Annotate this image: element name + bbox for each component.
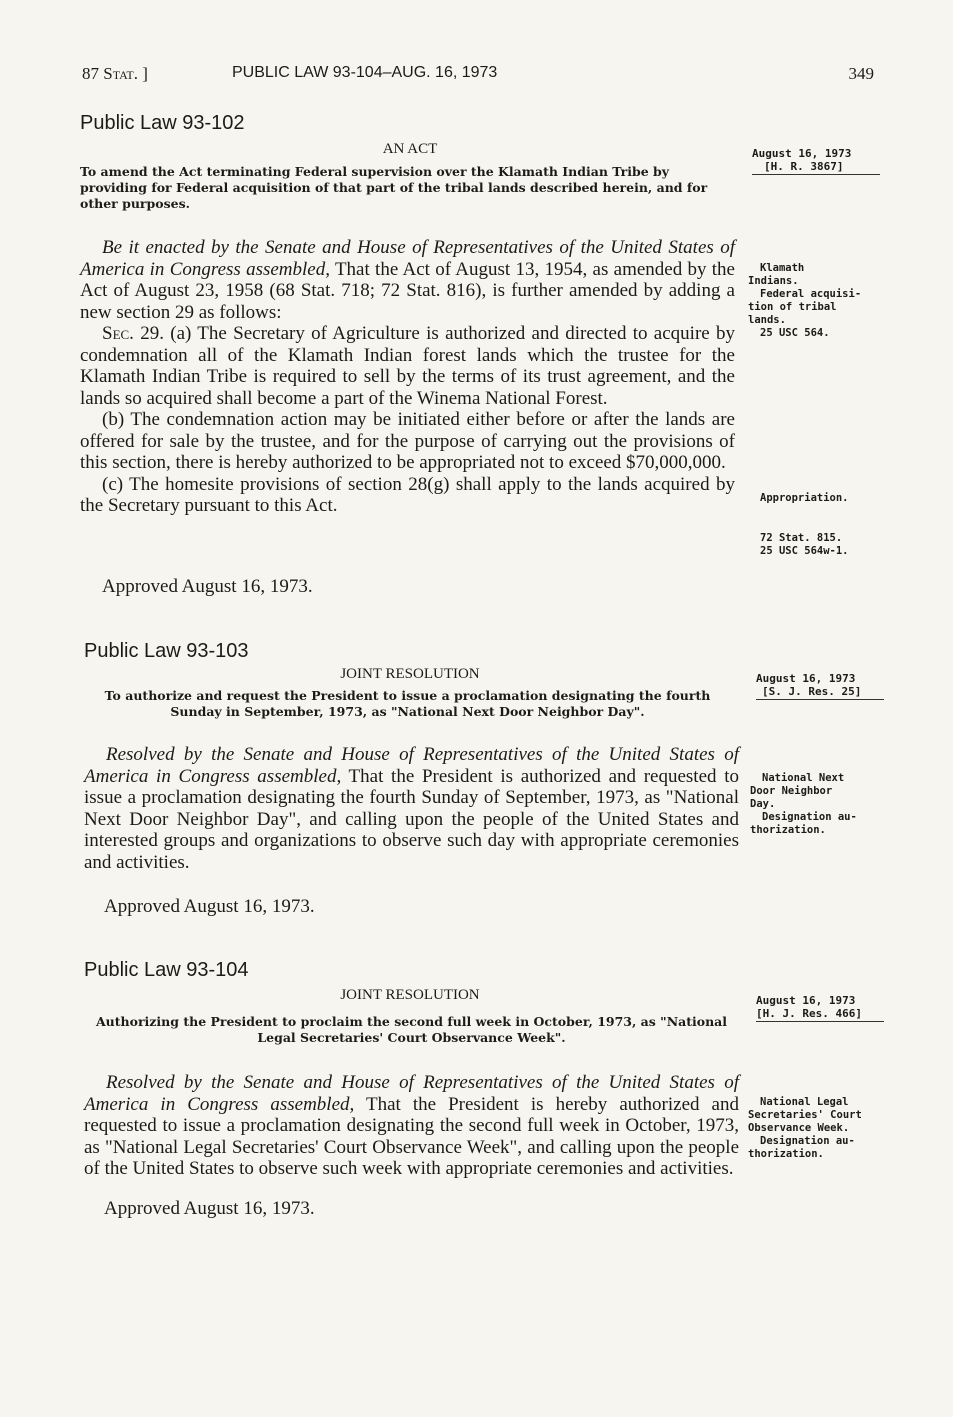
section-29-b: (b) The condemnation action may be initiated either before or after the lands are offered for sale by the trustee, and for the purpose of carrying out the provisions of this section, there is hereby authorized to be appropriated not to exceed $70,000,000. [80, 409, 735, 473]
approval-date-93-104: Approved August 16, 1973. [104, 1198, 315, 1219]
section-29-a: Sec. 29. (a) The Secretary of Agriculture is authorized and directed to acquire by condemnation all of the Klamath Indian forest lands which the trustee for the Klamath Indian Tribe is required to sell by the terms of its trust agreement, and the lands so acquired shall become a part of the Winema National Forest. [80, 323, 736, 409]
joint-resolution-heading: JOINT RESOLUTION [340, 666, 480, 682]
margin-note-stat-ref: 72 Stat. 815. 25 USC 564w-1. [760, 532, 849, 557]
margin-note-legal-secretaries: National Legal Secretaries' Court Observance Week. Designation au- thorization. [748, 1096, 862, 1160]
joint-resolution-heading: JOINT RESOLUTION [340, 987, 480, 1003]
resolution-purpose: Authorizing the President to proclaim the second full week in October, 1973, as "National Legal Secretaries' Court Observance Week". [95, 1014, 728, 1045]
resolution-purpose: To authorize and request the President to issue a proclamation designating the fourth Sunday in September, 1973, as "National Next Door Neighbor Day". [104, 688, 711, 719]
law-title-93-103: Public Law 93-103 [84, 640, 249, 662]
enactment-date: August 16, 1973 [756, 672, 856, 685]
law-body-93-103 [84, 744, 739, 873]
act-purpose: To amend the Act terminating Federal supervision over the Klamath Indian Tribe by providing for Federal acquisition of that part of the tribal lands described herein, and for other purposes. [80, 164, 708, 211]
margin-citation-93-104 [756, 994, 886, 1022]
margin-rule [756, 1021, 884, 1022]
stat-reference: 87 Stat. ] [82, 64, 148, 83]
resolving-clause: Resolved by the Senate and House of Representatives of the United States of America in Congress assembled, That the President is hereby authorized and requested to issue a proclamation designating the second full week in October, 1973, as "National Legal Secretaries' Court Observance Week", and calling upon the people of the United States to observe such week with appropriate ceremonies and activities. [84, 1072, 739, 1179]
resolving-clause: Resolved by the Senate and House of Representatives of the United States of America in Congress assembled, That the President is authorized and requested to issue a proclamation designating the fourth Sunday of September, 1973, as "National Next Door Neighbor Day", and calling upon the people of the United States and interested groups and organizations to observe such day with appropriate ceremonies and activities. [84, 744, 739, 873]
approval-date-93-103: Approved August 16, 1973. [104, 896, 315, 917]
page-number: 349 [848, 64, 874, 83]
bill-number: [H. J. Res. 466] [756, 1007, 862, 1020]
margin-rule [756, 699, 884, 700]
law-body-93-104 [84, 1072, 739, 1180]
approval-date-93-102: Approved August 16, 1973. [102, 576, 313, 597]
margin-note-appropriation: Appropriation. [760, 492, 849, 504]
enacting-clause: Be it enacted by the Senate and House of Representatives of the United States of America in Congress assembled, That the Act of August 13, 1954, as amended by the Act of August 23, 1958 (68 Stat. 718; 72 Stat. 816), is further amended by adding a new section 29 as follows: [80, 237, 735, 323]
margin-rule [752, 174, 880, 175]
bill-number: [H. R. 3867] [764, 160, 844, 173]
page-header [82, 64, 882, 88]
enactment-date: August 16, 1973 [752, 147, 852, 160]
bill-number: [S. J. Res. 25] [762, 685, 862, 698]
enactment-date: August 16, 1973 [756, 994, 856, 1007]
act-heading: AN ACT [382, 141, 438, 157]
law-title-93-102: Public Law 93-102 [80, 112, 245, 134]
law-title-93-104: Public Law 93-104 [84, 959, 249, 981]
law-body-93-102 [80, 237, 735, 517]
margin-citation-93-103 [756, 672, 886, 700]
section-29-c: (c) The homesite provisions of section 28(g) shall apply to the lands acquired by the Secretary pursuant to this Act. [80, 473, 735, 516]
margin-note-neighbor-day: National Next Door Neighbor Day. Designation au- thorization. [750, 772, 857, 836]
margin-note-klamath: Klamath Indians. Federal acquisi- tion of tribal lands. 25 USC 564. [748, 262, 862, 339]
margin-citation-93-102 [752, 147, 882, 175]
running-title: PUBLIC LAW 93-104–AUG. 16, 1973 [232, 64, 498, 81]
